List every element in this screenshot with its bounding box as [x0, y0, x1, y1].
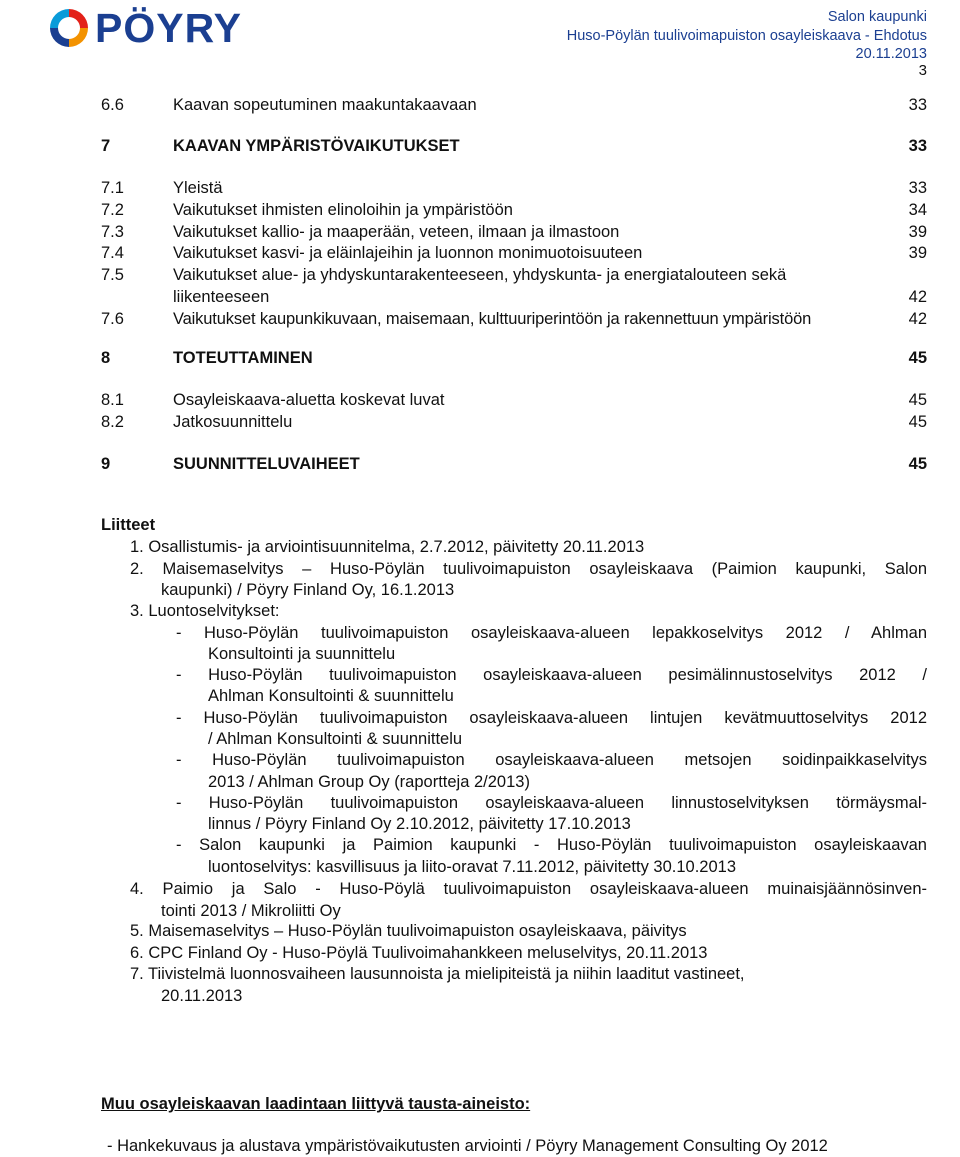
toc-page: 39 [908, 223, 927, 241]
toc-title: Vaikutukset kaupunkikuvaan, maisemaan, kulttuuriperintöön ja rakennettuun ympäristöön [173, 310, 812, 328]
toc-page: 45 [908, 413, 927, 431]
attachment-line: - Huso-Pöylän tuulivoimapuiston osayleiskaava-alueen metsojen soidinpaikkaselvitys [176, 751, 927, 769]
toc-page: 33 [908, 96, 927, 114]
toc-title: Osayleiskaava-aluetta koskevat luvat [173, 391, 445, 409]
attachment-line: - Salon kaupunki ja Paimion kaupunki - Huso-Pöylän tuulivoimapuiston osayleiskaavan [176, 836, 927, 854]
attachment-line: linnus / Pöyry Finland Oy 2.10.2012, päivitetty 17.10.2013 [208, 815, 631, 833]
toc-title: KAAVAN YMPÄRISTÖVAIKUTUKSET [173, 137, 460, 155]
attachment-line: 1. Osallistumis- ja arviointisuunnitelma, 2.7.2012, päivitetty 20.11.2013 [130, 538, 645, 556]
poyry-swirl-icon [47, 6, 91, 50]
toc-number: 7.3 [101, 223, 124, 241]
toc-title: Vaikutukset ihmisten elinoloihin ja ympäristöön [173, 201, 513, 219]
page-number: 3 [918, 62, 927, 79]
poyry-logo [47, 6, 242, 50]
toc-title: Vaikutukset alue- ja yhdyskuntarakenteeseen, yhdyskunta- ja energiatalouteen sekä [173, 266, 787, 284]
toc-page: 33 [908, 137, 927, 155]
attachment-line: 5. Maisemaselvitys – Huso-Pöylän tuulivoimapuiston osayleiskaava, päivitys [130, 922, 687, 940]
attachment-line: tointi 2013 / Mikroliitti Oy [161, 902, 341, 920]
document-header [567, 8, 927, 64]
toc-number: 7.4 [101, 244, 124, 262]
attachment-line: kaupunki) / Pöyry Finland Oy, 16.1.2013 [161, 581, 455, 599]
attachment-line: - Huso-Pöylän tuulivoimapuiston osayleiskaava-alueen lepakkoselvitys 2012 / Ahlman [176, 624, 927, 642]
header-date: 20.11.2013 [855, 46, 927, 62]
attachment-line: 6. CPC Finland Oy - Huso-Pöylä Tuulivoimahankkeen meluselvitys, 20.11.2013 [130, 944, 708, 962]
attachments-heading: Liitteet [101, 516, 156, 534]
toc-title: Jatkosuunnittelu [173, 413, 293, 431]
project-title: Huso-Pöylän tuulivoimapuiston osayleiskaava - Ehdotus [566, 27, 927, 44]
attachment-line: - Huso-Pöylän tuulivoimapuiston osayleiskaava-alueen pesimälinnustoselvitys 2012 / [176, 666, 927, 684]
toc-title: Vaikutukset kallio- ja maaperään, veteen, ilmaan ja ilmastoon [173, 223, 620, 241]
toc-title: Kaavan sopeutuminen maakuntakaavaan [173, 96, 477, 114]
toc-title: TOTEUTTAMINEN [173, 349, 313, 367]
attachment-line: Ahlman Konsultointi & suunnittelu [208, 687, 454, 705]
attachment-line: 7. Tiivistelmä luonnosvaiheen lausunnoista ja mielipiteistä ja niihin laaditut vastineet, [130, 965, 745, 983]
toc-page: 45 [908, 391, 927, 409]
background-item: - Hankekuvaus ja alustava ympäristövaikutusten arviointi / Pöyry Management Consulting Oy 2012 [107, 1137, 828, 1155]
toc-number: 7.6 [101, 310, 124, 328]
attachment-line: - Huso-Pöylän tuulivoimapuiston osayleiskaava-alueen linnustoselvityksen törmäysmal- [176, 794, 927, 812]
toc-number: 7 [101, 137, 111, 155]
logo-wordmark: PÖYRY [95, 4, 243, 51]
toc-title: Yleistä [173, 179, 223, 197]
toc-number: 7.2 [101, 201, 124, 219]
attachment-line: 3. Luontoselvitykset: [130, 602, 280, 620]
toc-page: 34 [908, 201, 927, 219]
toc-page: 45 [908, 349, 927, 367]
toc-number: 8.2 [101, 413, 124, 431]
toc-page: 45 [908, 455, 927, 473]
toc-number: 8.1 [101, 391, 124, 409]
background-heading: Muu osayleiskaavan laadintaan liittyvä tausta-aineisto: [101, 1095, 531, 1113]
toc-number: 9 [101, 455, 111, 473]
toc-page: 33 [908, 179, 927, 197]
client-name: Salon kaupunki [827, 9, 927, 25]
toc-number: 8 [101, 349, 111, 367]
attachment-line: 4. Paimio ja Salo - Huso-Pöylä tuulivoimapuiston osayleiskaava-alueen muinaisjäännösinven- [130, 880, 927, 898]
toc-page: 42 [908, 310, 927, 328]
toc-title: liikenteeseen [173, 288, 270, 306]
attachment-line: 20.11.2013 [161, 987, 243, 1005]
attachment-line: Konsultointi ja suunnittelu [208, 645, 396, 663]
attachment-line: luontoselvitys: kasvillisuus ja liito-oravat 7.11.2012, päivitetty 30.10.2013 [208, 858, 736, 876]
toc-page: 39 [908, 244, 927, 262]
toc-number: 6.6 [101, 96, 124, 114]
toc-title: SUUNNITTELUVAIHEET [173, 455, 360, 473]
attachment-line: 2013 / Ahlman Group Oy (raportteja 2/2013) [208, 773, 530, 791]
attachment-line: 2. Maisemaselvitys – Huso-Pöylän tuulivoimapuiston osayleiskaava (Paimion kaupunki, Salon [130, 560, 927, 578]
toc-number: 7.1 [101, 179, 124, 197]
toc-title: Vaikutukset kasvi- ja eläinlajeihin ja luonnon monimuotoisuuteen [173, 244, 643, 262]
attachment-line: / Ahlman Konsultointi & suunnittelu [208, 730, 463, 748]
toc-number: 7.5 [101, 266, 124, 284]
toc-page: 42 [908, 288, 927, 306]
attachment-line: - Huso-Pöylän tuulivoimapuiston osayleiskaava-alueen lintujen kevätmuuttoselvitys 2012 [176, 709, 927, 727]
